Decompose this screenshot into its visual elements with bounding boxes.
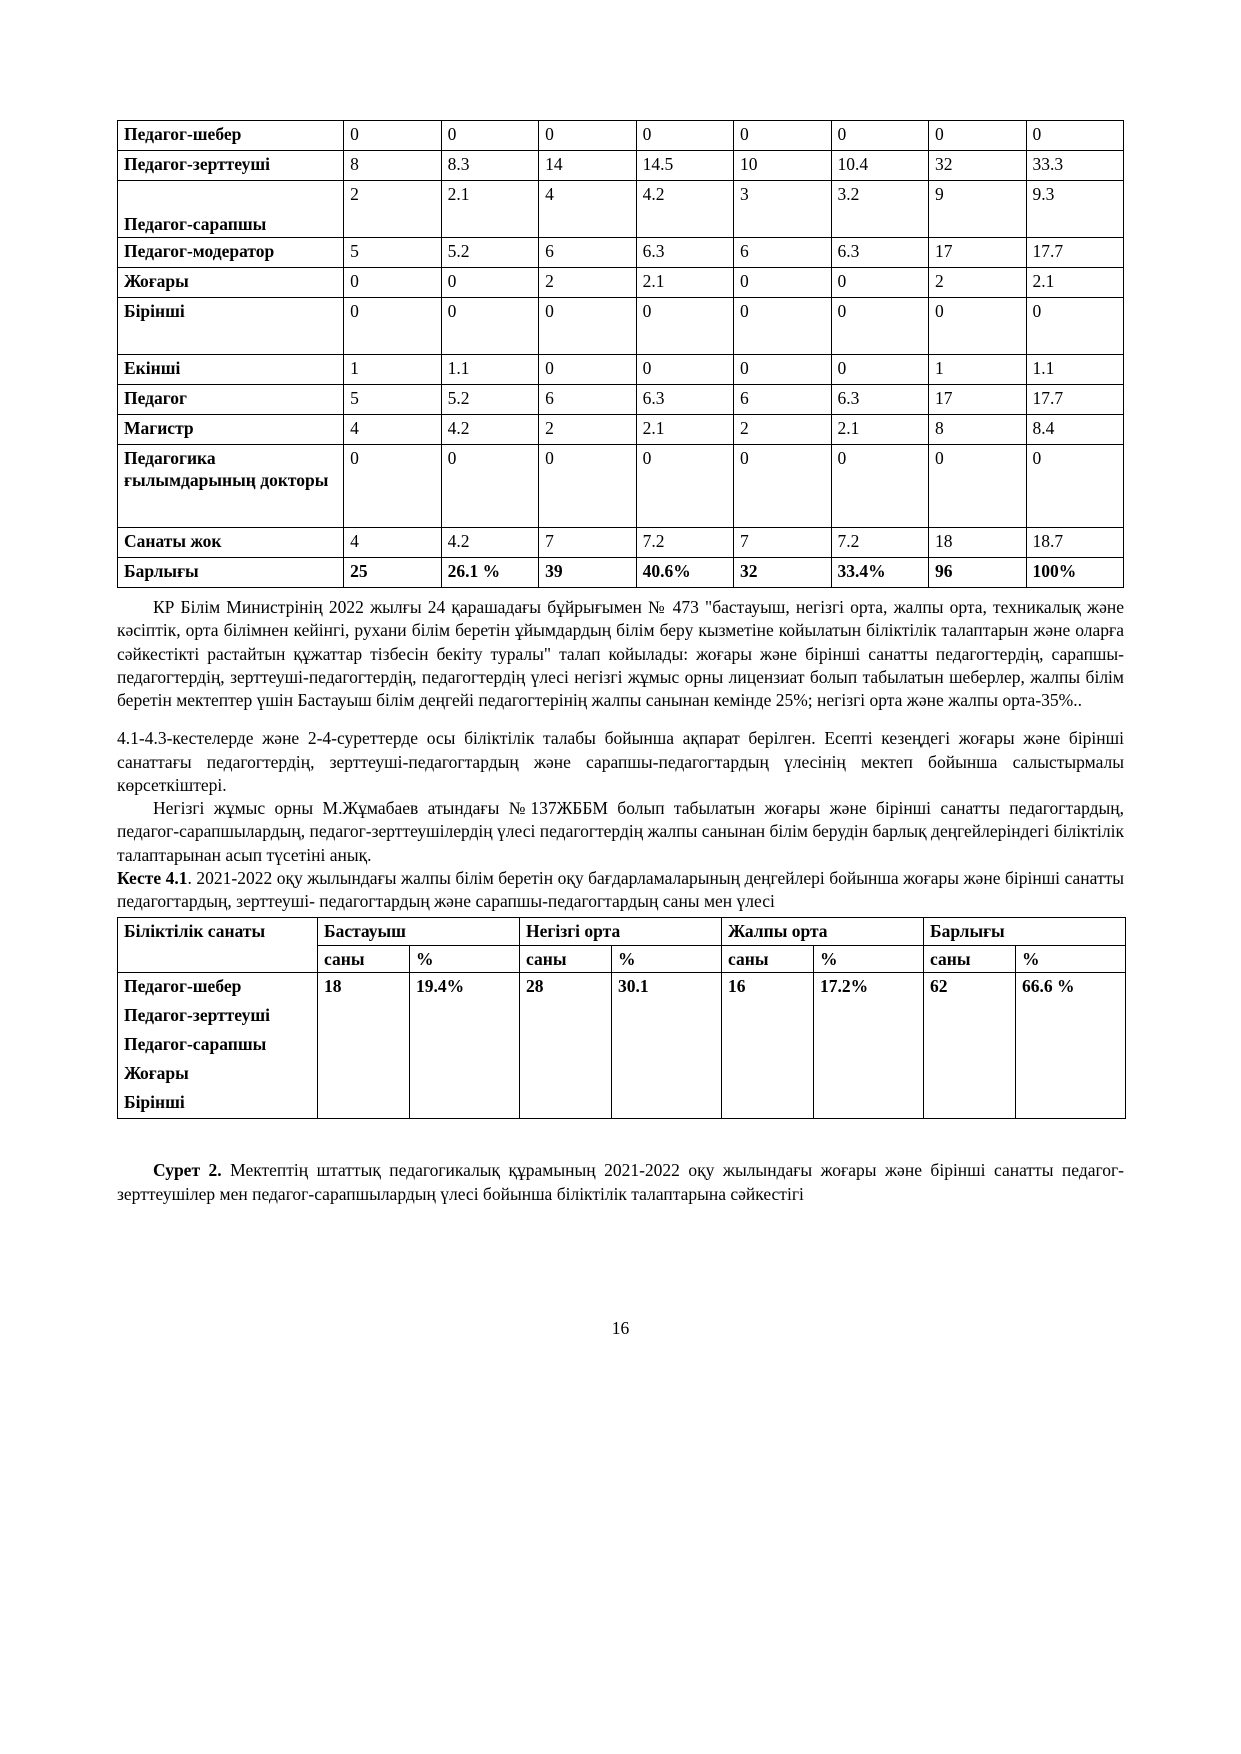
cell: 17.2% xyxy=(814,973,924,1119)
cell: 0 xyxy=(441,445,538,528)
column-subheader: % xyxy=(1016,945,1126,972)
cell: 6 xyxy=(734,385,831,415)
document-page xyxy=(117,120,1124,1206)
cell: 0 xyxy=(734,355,831,385)
paragraph-ministry-order: КР Білім Министрінің 2022 жылғы 24 қарашадағы бұйрығымен № 473 "бастауыш, негізгі орта, жалпы орта, техникалық және кәсіптік, орта білімнен кейінгі, рухани білім беретін ұйымдардың білім беру кызметіне койылатын біліктілік талаптарын және оларға сәйкестікті растайтын құжаттар тізбесін бекіту туралы" талап койылады: жоғары және бірінші санатты педагогтердің, сарапшы-педагогтердің, зерттеуші-педагогтердің, педагогтердің үлесі негізгі жұмыс орны лицензиат болып табылатын шеберлер, жалпы білім беретін мектептер үшін Бастауыш білім деңгейі педагогтерінің жалпы санынан кемінде 25%; негізгі орта және жалпы орта-35%.. xyxy=(117,597,1124,711)
cell: 14 xyxy=(539,151,636,181)
cell: 4 xyxy=(344,528,441,558)
table-row xyxy=(118,528,1124,558)
cell: 2 xyxy=(734,415,831,445)
cell: 6.3 xyxy=(636,385,733,415)
column-header: Негізгі орта xyxy=(520,918,722,945)
table-caption-text: . 2021-2022 оқу жылындағы жалпы білім беретін оқу бағдарламаларының деңгейлері бойынша жоғары және бірінші санатты педагогтардың, зерттеуші- педагогтардың және сарапшы-педагогтардың саны мен үлесі xyxy=(117,867,1125,912)
cell: 2.1 xyxy=(636,415,733,445)
table-row xyxy=(118,298,1124,355)
cell: 9 xyxy=(929,181,1026,238)
column-header: Біліктілік санаты xyxy=(118,918,318,973)
row-label: Педагог-сарапшы xyxy=(118,1031,318,1060)
table-row xyxy=(118,385,1124,415)
cell: 0 xyxy=(1026,298,1124,355)
cell: 8.3 xyxy=(441,151,538,181)
cell: 5.2 xyxy=(441,238,538,268)
cell: 3.2 xyxy=(831,181,928,238)
row-label: Педагог xyxy=(118,385,344,415)
row-label: Бірінші xyxy=(118,1089,318,1119)
cell: 40.6% xyxy=(636,558,733,588)
cell: 7.2 xyxy=(831,528,928,558)
column-header: Бастауыш xyxy=(318,918,520,945)
cell: 0 xyxy=(344,121,441,151)
figure-caption xyxy=(117,1159,1124,1206)
cell: 0 xyxy=(344,298,441,355)
cell: 10.4 xyxy=(831,151,928,181)
cell: 32 xyxy=(929,151,1026,181)
cell: 33.4% xyxy=(831,558,928,588)
table-row xyxy=(118,151,1124,181)
cell: 4 xyxy=(539,181,636,238)
cell: 0 xyxy=(1026,445,1124,528)
cell: 0 xyxy=(539,121,636,151)
cell: 96 xyxy=(929,558,1026,588)
row-label: Педагог-шебер xyxy=(118,973,318,1003)
cell: 25 xyxy=(344,558,441,588)
cell: 26.1 % xyxy=(441,558,538,588)
cell: 0 xyxy=(831,355,928,385)
cell: 2 xyxy=(539,268,636,298)
cell: 32 xyxy=(734,558,831,588)
cell: 0 xyxy=(831,298,928,355)
cell: 0 xyxy=(734,445,831,528)
cell: 5 xyxy=(344,385,441,415)
row-label: Педагогика ғылымдарының докторы xyxy=(118,445,344,528)
cell: 0 xyxy=(734,298,831,355)
row-label: Педагог-шебер xyxy=(118,121,344,151)
row-label: Жоғары xyxy=(118,268,344,298)
cell: 0 xyxy=(831,268,928,298)
cell: 62 xyxy=(924,973,1016,1119)
column-header: Жалпы орта xyxy=(722,918,924,945)
table-caption xyxy=(117,867,1124,914)
column-subheader: саны xyxy=(722,945,814,972)
cell: 3 xyxy=(734,181,831,238)
row-label: Санаты жок xyxy=(118,528,344,558)
row-label: Бірінші xyxy=(118,298,344,355)
figure-caption-text: Мектептің штаттық педагогикалық құрамының 2021-2022 оқу жылындағы жоғары және бірінші санатты педагог-зерттеушілер мен педагог-сарапшылардың үлесі бойынша біліктілік талаптарына сәйкестігі xyxy=(117,1160,1124,1204)
cell: 2.1 xyxy=(1026,268,1124,298)
cell: 18 xyxy=(318,973,410,1119)
cell: 6 xyxy=(539,238,636,268)
cell: 0 xyxy=(734,121,831,151)
cell: 2.1 xyxy=(441,181,538,238)
column-subheader: саны xyxy=(924,945,1016,972)
cell: 6.3 xyxy=(636,238,733,268)
row-label: Магистр xyxy=(118,415,344,445)
cell: 0 xyxy=(636,445,733,528)
cell: 1 xyxy=(344,355,441,385)
cell: 0 xyxy=(929,445,1026,528)
cell: 2 xyxy=(929,268,1026,298)
cell: 0 xyxy=(734,268,831,298)
column-subheader: саны xyxy=(318,945,410,972)
column-subheader: % xyxy=(410,945,520,972)
cell: 2.1 xyxy=(636,268,733,298)
table-row xyxy=(118,121,1124,151)
figure-caption-label: Сурет 2. xyxy=(153,1160,222,1181)
table-row xyxy=(118,445,1124,528)
cell: 100% xyxy=(1026,558,1124,588)
row-label: Жоғары xyxy=(118,1060,318,1089)
table-row xyxy=(118,268,1124,298)
cell: 17.7 xyxy=(1026,238,1124,268)
qualification-levels-table xyxy=(117,917,1126,1119)
cell: 0 xyxy=(929,298,1026,355)
cell: 0 xyxy=(831,121,928,151)
cell: 17 xyxy=(929,385,1026,415)
table-caption-label: Кесте 4.1 xyxy=(117,867,188,888)
cell: 4.2 xyxy=(636,181,733,238)
cell: 0 xyxy=(1026,121,1124,151)
cell: 0 xyxy=(539,445,636,528)
cell: 0 xyxy=(636,121,733,151)
cell: 4.2 xyxy=(441,528,538,558)
paragraph-tables-reference: 4.1-4.3-кестелерде және 2-4-суреттерде осы біліктілік талабы бойынша ақпарат берілген. Есепті кезеңдегі жоғары және бірінші санаттағы педагогтердің, зерттеуші-педагогтардың және сарапшы-педагогтардың үлесінің мектеп бойынша салыстырмалы көрсеткіштері. xyxy=(117,728,1124,795)
cell: 33.3 xyxy=(1026,151,1124,181)
cell: 39 xyxy=(539,558,636,588)
column-subheader: % xyxy=(612,945,722,972)
cell: 17 xyxy=(929,238,1026,268)
table-row xyxy=(118,181,1124,238)
row-label: Педагог-зерттеуші xyxy=(118,151,344,181)
cell: 16 xyxy=(722,973,814,1119)
cell: 7 xyxy=(539,528,636,558)
cell: 66.6 % xyxy=(1016,973,1126,1119)
cell: 0 xyxy=(636,355,733,385)
cell: 0 xyxy=(539,355,636,385)
cell: 0 xyxy=(441,298,538,355)
cell: 10 xyxy=(734,151,831,181)
cell: 7.2 xyxy=(636,528,733,558)
cell: 2 xyxy=(539,415,636,445)
cell: 4.2 xyxy=(441,415,538,445)
table-row-total xyxy=(118,558,1124,588)
cell: 6.3 xyxy=(831,385,928,415)
cell: 0 xyxy=(831,445,928,528)
row-label: Педагог-зерттеуші xyxy=(118,1002,318,1031)
cell: 6 xyxy=(734,238,831,268)
table-row xyxy=(118,355,1124,385)
cell: 8 xyxy=(929,415,1026,445)
cell: 6.3 xyxy=(831,238,928,268)
cell: 0 xyxy=(636,298,733,355)
cell: 2.1 xyxy=(831,415,928,445)
cell: 1.1 xyxy=(441,355,538,385)
cell: 18 xyxy=(929,528,1026,558)
cell: 6 xyxy=(539,385,636,415)
cell: 4 xyxy=(344,415,441,445)
row-label: Педагог-модератор xyxy=(118,238,344,268)
cell: 0 xyxy=(441,121,538,151)
cell: 0 xyxy=(441,268,538,298)
column-subheader: % xyxy=(814,945,924,972)
qualification-counts-table xyxy=(117,120,1124,588)
page-number: 16 xyxy=(611,1318,630,1338)
column-header: Барлығы xyxy=(924,918,1126,945)
table-row xyxy=(118,415,1124,445)
cell: 19.4% xyxy=(410,973,520,1119)
cell: 0 xyxy=(344,268,441,298)
cell: 7 xyxy=(734,528,831,558)
cell: 2 xyxy=(344,181,441,238)
cell: 1 xyxy=(929,355,1026,385)
cell: 18.7 xyxy=(1026,528,1124,558)
cell: 5 xyxy=(344,238,441,268)
row-label: Екінші xyxy=(118,355,344,385)
cell: 28 xyxy=(520,973,612,1119)
cell: 17.7 xyxy=(1026,385,1124,415)
cell: 0 xyxy=(539,298,636,355)
cell: 1.1 xyxy=(1026,355,1124,385)
table-header-row xyxy=(118,918,1126,945)
cell: 5.2 xyxy=(441,385,538,415)
table-row xyxy=(118,238,1124,268)
row-label: Барлығы xyxy=(118,558,344,588)
cell: 30.1 xyxy=(612,973,722,1119)
cell: 14.5 xyxy=(636,151,733,181)
cell: 0 xyxy=(344,445,441,528)
cell: 8 xyxy=(344,151,441,181)
paragraph-school-analysis: Негізгі жұмыс орны М.Жұмабаев атындағы №137ЖББМ болып табылатын жоғары және бірінші санатты педагогтардың, педагог-сарапшылардың, педагог-зерттеушілердің үлесі педагогтердің жалпы санынан білім берудін барлық деңгейлеріндегі біліктілік талаптарынан асып түсетіні анық. xyxy=(117,798,1124,865)
cell: 8.4 xyxy=(1026,415,1124,445)
table-row xyxy=(118,973,1126,1003)
cell: 0 xyxy=(929,121,1026,151)
column-subheader: саны xyxy=(520,945,612,972)
row-label: Педагог-сарапшы xyxy=(118,181,344,238)
cell: 9.3 xyxy=(1026,181,1124,238)
